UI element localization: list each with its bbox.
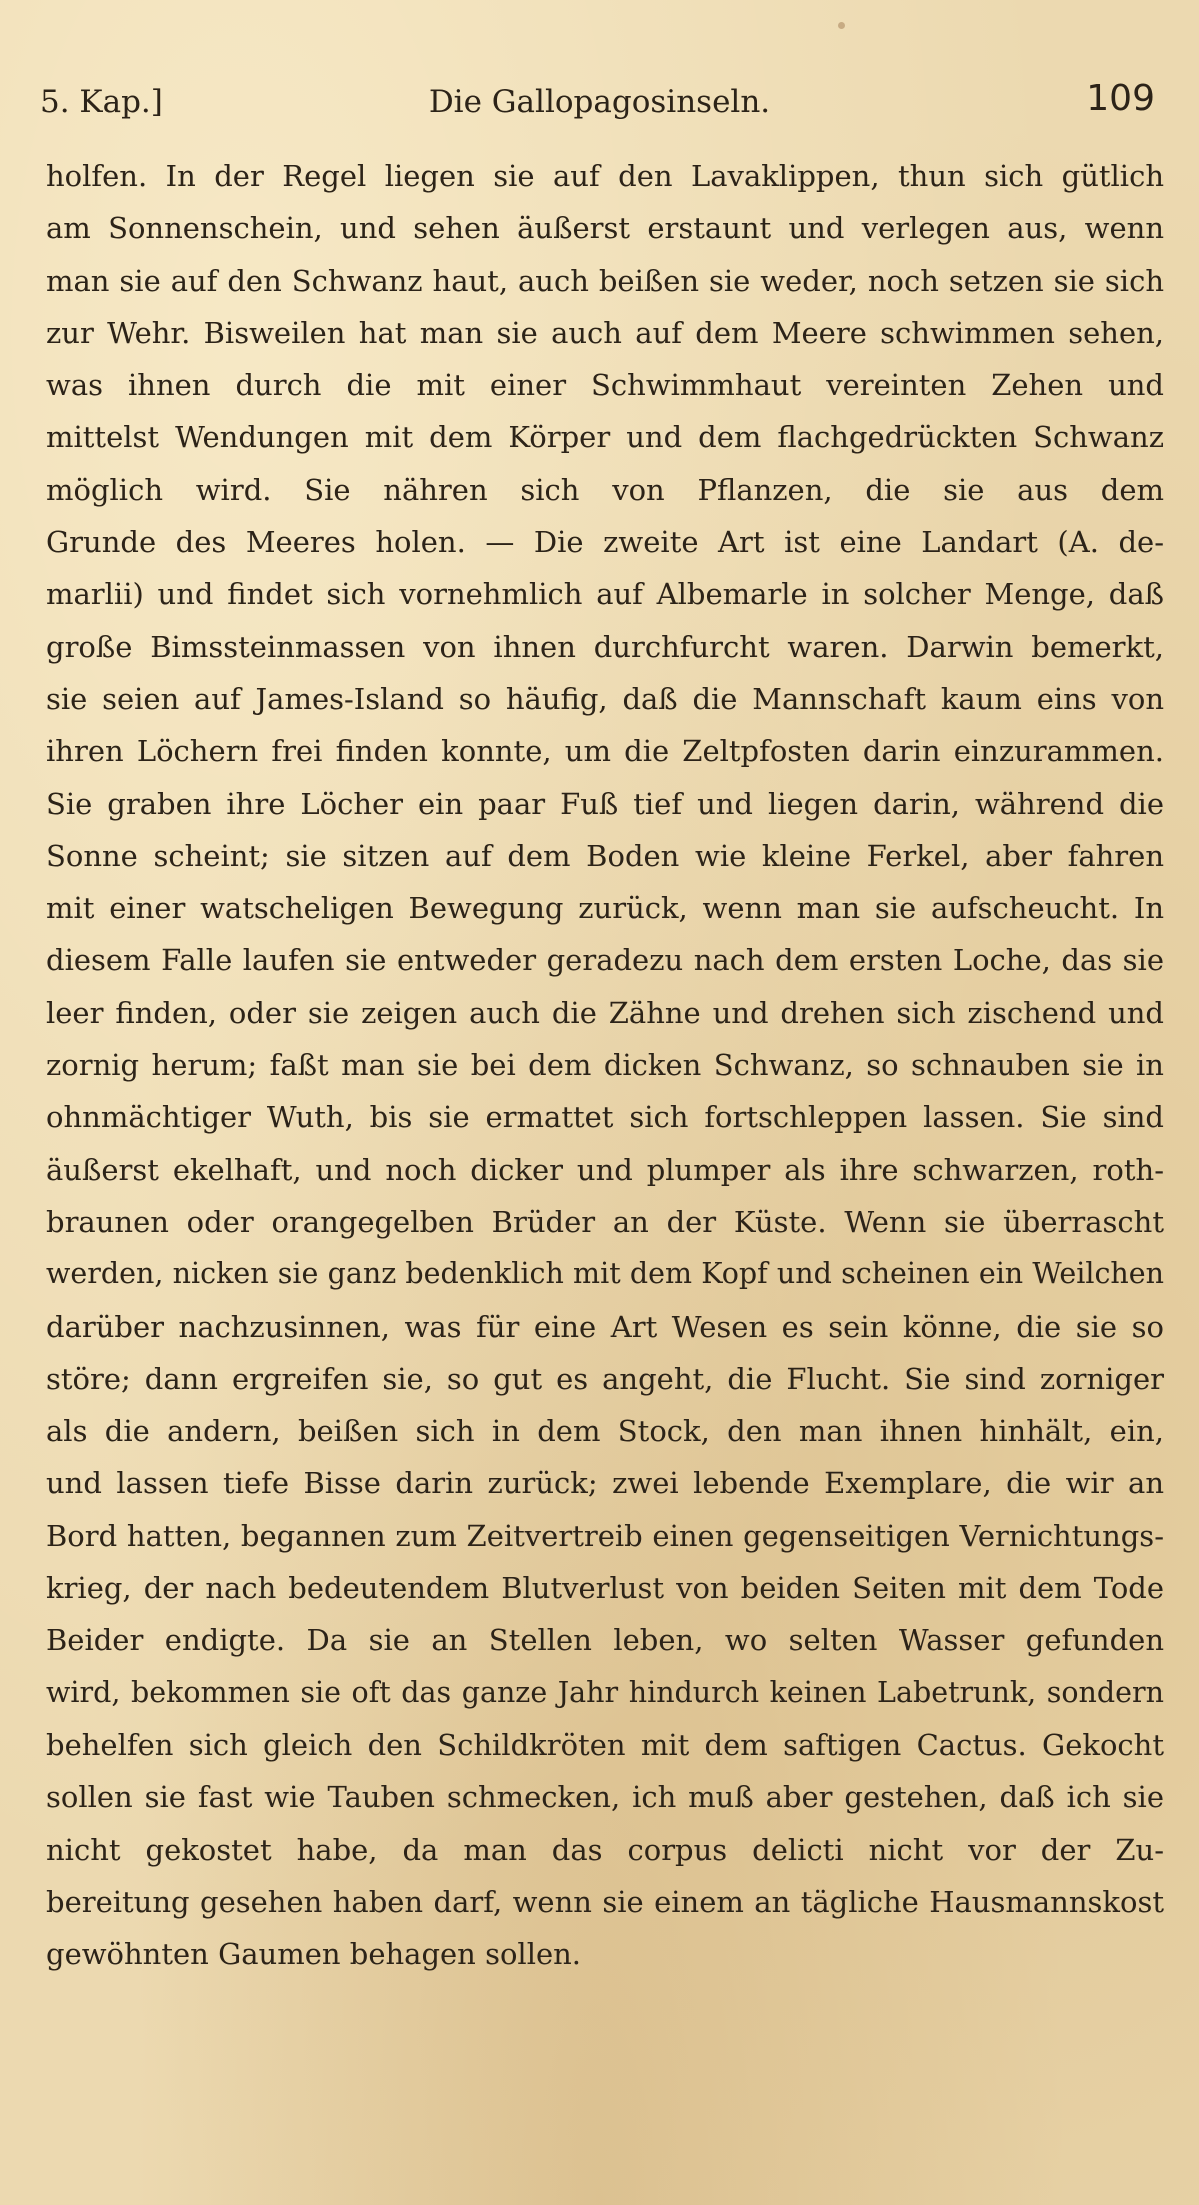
chapter-label: 5. Kap.] <box>40 84 163 120</box>
running-title: Die Gallopagosinseln. <box>428 84 771 120</box>
text-line: äußerst ekelhaft, und noch dicker und plumper als ihre schwarzen, roth- <box>46 1152 1164 1187</box>
text-line: störe; dann ergreifen sie, so gut es angeht, die Flucht. Sie sind zorniger <box>46 1361 1164 1396</box>
text-line: mittelst Wendungen mit dem Körper und dem flachgedrückten Schwanz <box>46 420 1164 455</box>
text-line: zur Wehr. Bisweilen hat man sie auch auf dem Meere schwimmen sehen, <box>46 315 1164 350</box>
text-line: nicht gekostet habe, da man das corpus delicti nicht vor der Zu- <box>46 1832 1164 1867</box>
text-line: am Sonnenschein, und sehen äußerst erstaunt und verlegen aus, wenn <box>46 211 1164 246</box>
text-line: Bord hatten, begannen zum Zeitvertreib einen gegenseitigen Vernichtungs- <box>46 1518 1164 1553</box>
text-line: als die andern, beißen sich in dem Stock, den man ihnen hinhält, ein, <box>46 1414 1164 1449</box>
text-line: sie seien auf James-Island so häufig, daß die Mannschaft kaum eins von <box>46 681 1164 716</box>
text-line: Sonne scheint; sie sitzen auf dem Boden wie kleine Ferkel, aber fahren <box>46 838 1164 873</box>
text-line: ihren Löchern frei finden konnte, um die Zeltpfosten darin einzurammen. <box>46 734 1164 769</box>
text-line: darüber nachzusinnen, was für eine Art Wesen es sein könne, die sie so <box>46 1309 1164 1344</box>
running-header <box>40 78 1159 128</box>
text-line: braunen oder orangegelben Brüder an der Küste. Wenn sie überrascht <box>46 1204 1164 1239</box>
text-line: bereitung gesehen haben darf, wenn sie einem an tägliche Hausmannskost <box>46 1884 1164 1919</box>
text-line: Beider endigte. Da sie an Stellen leben, wo selten Wasser gefunden <box>46 1623 1164 1658</box>
text-line: sollen sie fast wie Tauben schmecken, ich muß aber gestehen, daß ich sie <box>46 1780 1164 1815</box>
text-line: werden, nicken sie ganz bedenklich mit dem Kopf und scheinen ein Weilchen <box>46 1257 1164 1291</box>
page-number: 109 <box>1086 78 1155 119</box>
text-line: diesem Falle laufen sie entweder geradezu nach dem ersten Loche, das sie <box>46 943 1164 978</box>
paper-stain <box>838 22 845 29</box>
text-line: marlii) und findet sich vornehmlich auf Albemarle in solcher Menge, daß <box>46 577 1164 612</box>
text-line: ohnmächtiger Wuth, bis sie ermattet sich fortschleppen lassen. Sie sind <box>46 1100 1164 1135</box>
text-line: Sie graben ihre Löcher ein paar Fuß tief und liegen darin, während die <box>46 786 1164 821</box>
text-line: was ihnen durch die mit einer Schwimmhaut vereinten Zehen und <box>46 368 1164 403</box>
text-line: wird, bekommen sie oft das ganze Jahr hindurch keinen Labetrunk, sondern <box>46 1675 1164 1709</box>
text-line: zornig herum; faßt man sie bei dem dicken Schwanz, so schnauben sie in <box>46 1048 1164 1083</box>
text-line: man sie auf den Schwanz haut, auch beißen sie weder, noch setzen sie sich <box>46 263 1164 298</box>
text-line: große Bimssteinmassen von ihnen durchfurcht waren. Darwin bemerkt, <box>46 629 1164 664</box>
text-line: mit einer watscheligen Bewegung zurück, wenn man sie aufscheucht. In <box>46 891 1164 926</box>
text-line: leer finden, oder sie zeigen auch die Zähne und drehen sich zischend und <box>46 995 1164 1030</box>
text-line: Grunde des Meeres holen. — Die zweite Art ist eine Landart (A. de- <box>46 525 1164 560</box>
text-line: behelfen sich gleich den Schildkröten mit dem saftigen Cactus. Gekocht <box>46 1727 1164 1762</box>
text-line: gewöhnten Gaumen behagen sollen. <box>46 1937 582 1972</box>
text-line: möglich wird. Sie nähren sich von Pflanzen, die sie aus dem <box>46 472 1164 507</box>
text-line: holfen. In der Regel liegen sie auf den Lavaklippen, thun sich gütlich <box>46 159 1164 193</box>
text-line: und lassen tiefe Bisse darin zurück; zwei lebende Exemplare, die wir an <box>46 1466 1164 1501</box>
body-text <box>46 150 1164 1980</box>
text-line: krieg, der nach bedeutendem Blutverlust von beiden Seiten mit dem Tode <box>46 1571 1164 1606</box>
